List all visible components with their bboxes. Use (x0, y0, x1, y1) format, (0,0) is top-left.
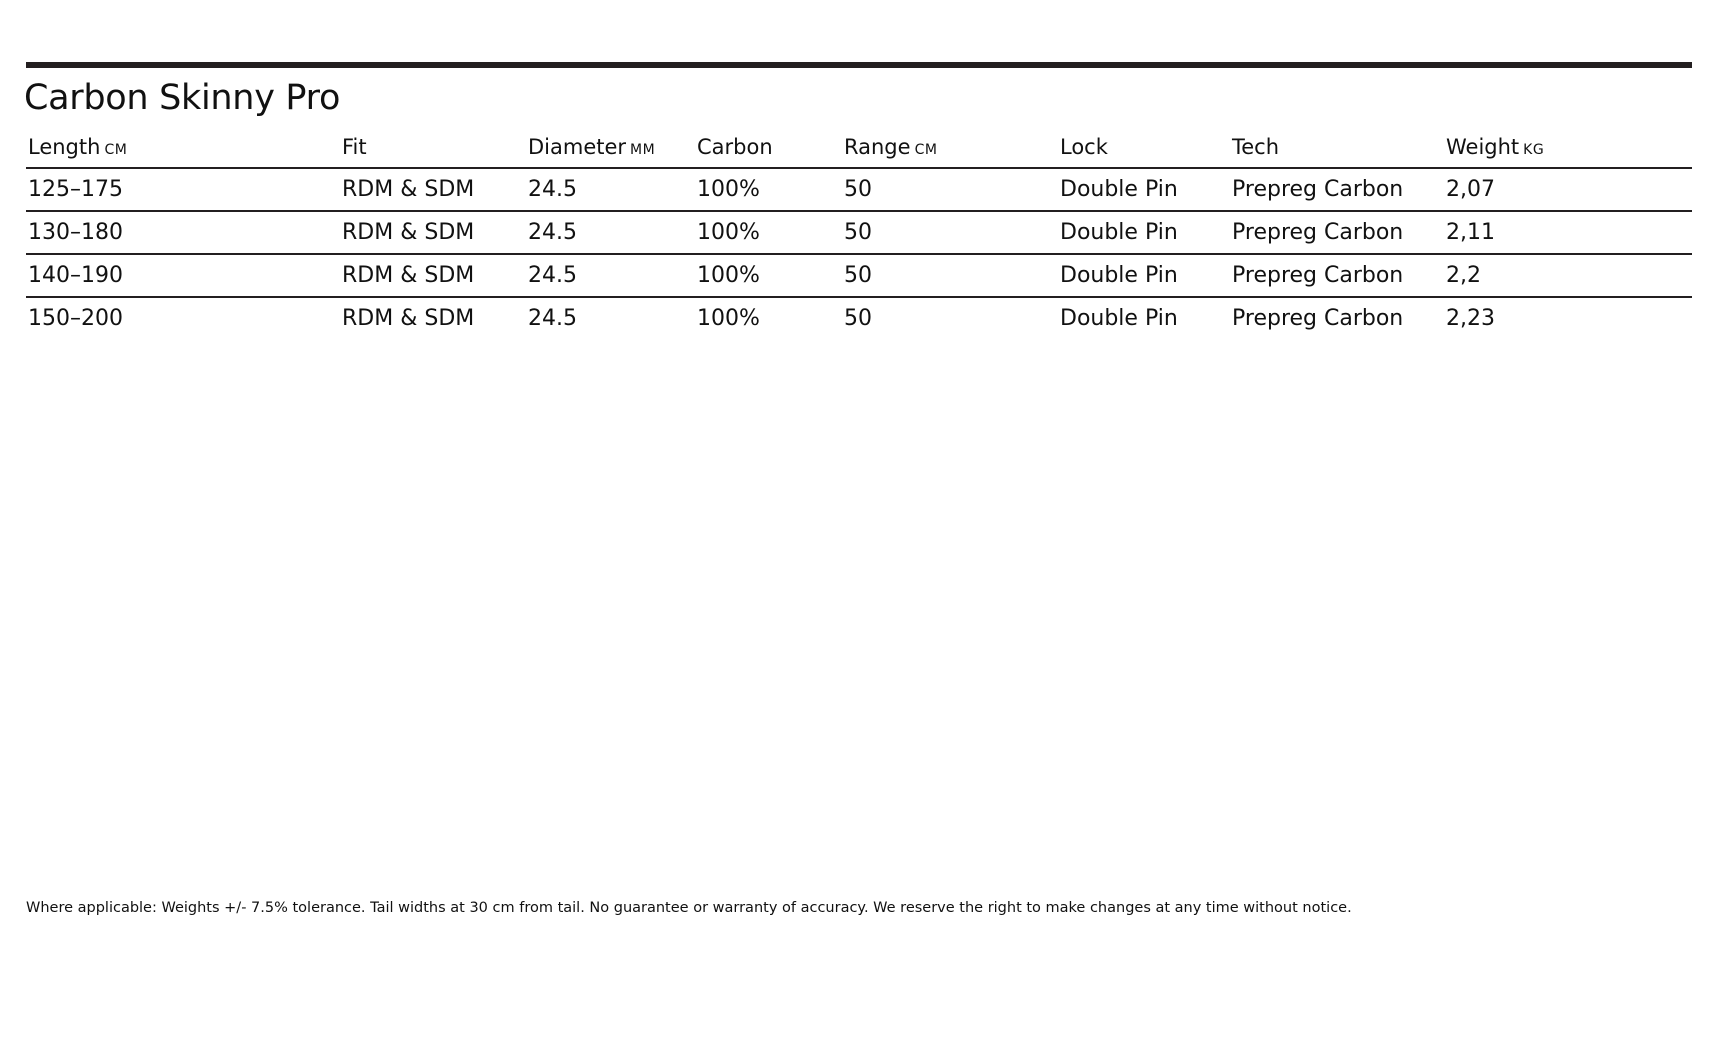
cell-lock: Double Pin (1058, 211, 1230, 254)
table-header-row (26, 127, 1692, 168)
table-row (26, 168, 1692, 211)
product-title: Carbon Skinny Pro (24, 78, 341, 118)
unit-label: CM (104, 142, 128, 158)
cell-carbon: 100% (695, 211, 842, 254)
table-row (26, 211, 1692, 254)
unit-label: CM (914, 142, 938, 158)
column-header-weight: Weight KG (1444, 127, 1692, 168)
cell-length: 150–200 (28, 306, 123, 331)
cell-range: 50 (842, 254, 1058, 297)
cell-tech: Prepreg Carbon (1230, 211, 1444, 254)
cell-range: 50 (844, 306, 872, 331)
table-row (26, 254, 1692, 297)
cell-carbon: 100% (697, 306, 760, 331)
cell-fit: RDM & SDM (340, 211, 526, 254)
cell-diameter: 24.5 (526, 211, 695, 254)
cell-weight: 2,11 (1444, 211, 1692, 254)
cell-diameter: 24.5 (528, 306, 577, 331)
column-header-tech: Tech (1230, 127, 1444, 168)
table-row (26, 297, 1692, 339)
cell-weight: 2,2 (1444, 254, 1692, 297)
column-header-fit: Fit (340, 127, 526, 168)
cell-weight: 2,23 (1446, 306, 1495, 331)
cell-range: 50 (842, 168, 1058, 211)
cell-diameter: 24.5 (526, 254, 695, 297)
specs-table (26, 127, 1692, 339)
cell-range: 50 (842, 211, 1058, 254)
unit-label: MM (630, 142, 656, 158)
cell-carbon: 100% (695, 254, 842, 297)
cell-length: 140–190 (26, 254, 340, 297)
unit-label: KG (1523, 142, 1545, 158)
cell-tech: Prepreg Carbon (1230, 254, 1444, 297)
cell-length: 125–175 (26, 168, 340, 211)
column-header-range: Range CM (842, 127, 1058, 168)
column-header-carbon: Carbon (695, 127, 842, 168)
cell-fit: RDM & SDM (340, 168, 526, 211)
disclaimer-footnote: Where applicable: Weights +/- 7.5% tolerance. Tail widths at 30 cm from tail. No guarantee or warranty of accuracy. We reserve the right to make changes at any time without notice. (26, 900, 1352, 916)
cell-carbon: 100% (695, 168, 842, 211)
cell-lock: Double Pin (1060, 306, 1178, 331)
cell-fit: RDM & SDM (340, 254, 526, 297)
cell-weight: 2,07 (1444, 168, 1692, 211)
spec-sheet (26, 62, 1692, 339)
cell-tech: Prepreg Carbon (1232, 306, 1404, 331)
cell-lock: Double Pin (1058, 168, 1230, 211)
cell-length: 130–180 (26, 211, 340, 254)
column-header-length: Length CM (26, 127, 340, 168)
top-rule (26, 62, 1692, 68)
cell-tech: Prepreg Carbon (1230, 168, 1444, 211)
column-header-lock: Lock (1058, 127, 1230, 168)
cell-fit: RDM & SDM (342, 306, 475, 331)
column-header-diameter: Diameter MM (526, 127, 695, 168)
cell-lock: Double Pin (1058, 254, 1230, 297)
cell-diameter: 24.5 (526, 168, 695, 211)
